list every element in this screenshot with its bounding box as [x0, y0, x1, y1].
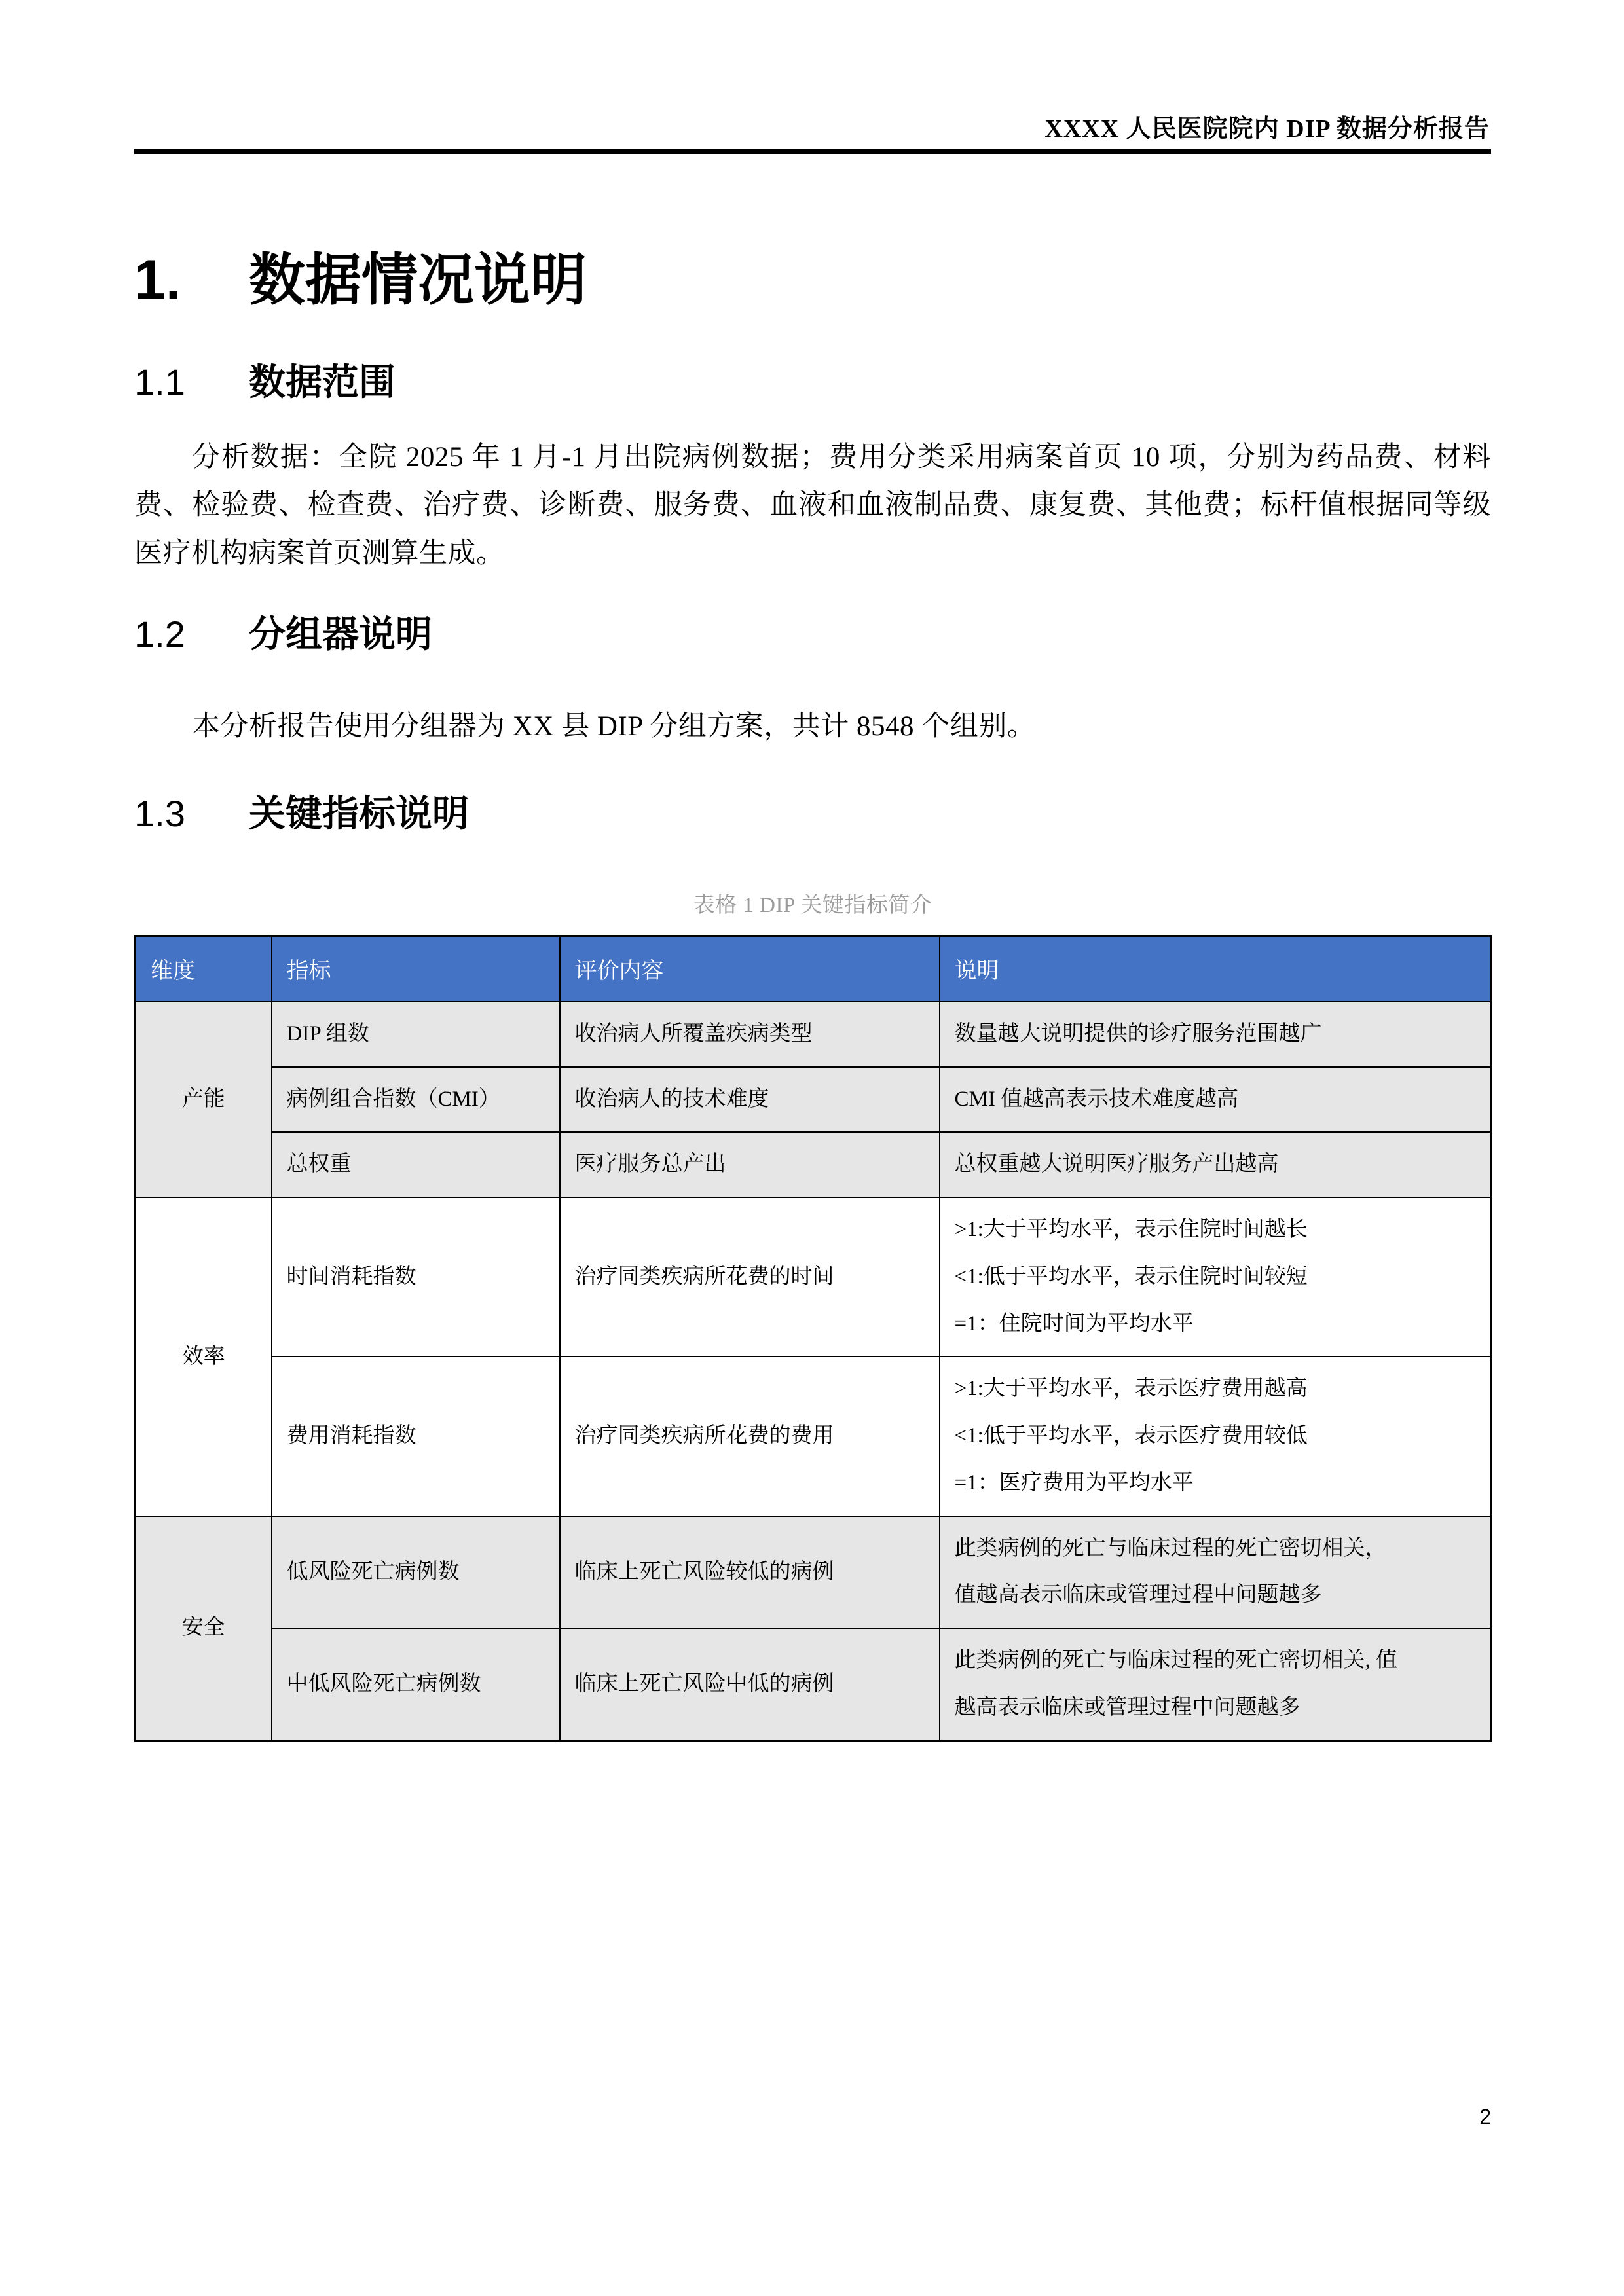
table-row: [136, 1628, 1491, 1741]
page-number: 2: [1479, 2105, 1491, 2128]
evaluation-cell: 临床上死亡风险较低的病例: [560, 1516, 940, 1629]
description-cell: [940, 1628, 1491, 1741]
table-row: [136, 1002, 1491, 1067]
dimension-cell-efficiency: 效率: [136, 1197, 272, 1516]
column-header-evaluation: 评价内容: [560, 936, 940, 1002]
table-row: [136, 1067, 1491, 1133]
indicator-cell: 总权重: [272, 1132, 560, 1197]
section-1-title: 数据情况说明: [249, 249, 587, 312]
section-1-3-title: 关键指标说明: [249, 792, 469, 834]
description-cell: [940, 1357, 1491, 1516]
table-header-row: [136, 936, 1491, 1002]
description-line: 总权重越大说明医疗服务产出越高: [954, 1152, 1279, 1176]
description-cell: [940, 1197, 1491, 1357]
table-row: [136, 1132, 1491, 1197]
section-1-3-number: 1.3: [134, 792, 185, 834]
data-scope-paragraph: 分析数据：全院 2025 年 1 月-1 月出院病例数据；费用分类采用病案首页 10 项，分别为药品费、材料费、检验费、检查费、治疗费、诊断费、服务费、血液和血液制品费、康复费、其他费；标杆值根据同等级医疗机构病案首页测算生成。: [134, 441, 1491, 570]
description-cell: [940, 1132, 1491, 1197]
evaluation-cell: 治疗同类疾病所花费的费用: [560, 1357, 940, 1516]
table-row: [136, 1197, 1491, 1357]
description-line: 此类病例的死亡与临床过程的死亡密切相关，: [954, 1536, 1387, 1560]
table-row: [136, 1516, 1491, 1629]
column-header-indicator: 指标: [272, 936, 560, 1002]
column-header-description: 说明: [940, 936, 1491, 1002]
indicator-cell: 病例组合指数（CMI）: [272, 1067, 560, 1133]
header-divider-rule: [134, 149, 1491, 154]
indicator-cell: 低风险死亡病例数: [272, 1516, 560, 1629]
description-line: 值越高表示临床或管理过程中问题越多: [954, 1583, 1322, 1607]
description-line: <1:低于平均水平，表示医疗费用较低: [954, 1424, 1308, 1448]
evaluation-cell: 医疗服务总产出: [560, 1132, 940, 1197]
description-line: CMI 值越高表示技术难度越高: [954, 1087, 1239, 1111]
description-cell: [940, 1002, 1491, 1067]
description-line: >1:大于平均水平，表示住院时间越长: [954, 1218, 1308, 1242]
table-caption: 表格 1 DIP 关键指标简介: [693, 893, 932, 917]
description-line: >1:大于平均水平，表示医疗费用越高: [954, 1377, 1308, 1401]
description-line: 数量越大说明提供的诊疗服务范围越广: [954, 1021, 1322, 1046]
indicator-cell: DIP 组数: [272, 1002, 560, 1067]
column-header-dimension: 维度: [136, 936, 272, 1002]
description-cell: [940, 1067, 1491, 1133]
description-line: 此类病例的死亡与临床过程的死亡密切相关, 值: [954, 1649, 1397, 1673]
section-1-2-heading: [134, 612, 1491, 656]
description-line: =1：医疗费用为平均水平: [954, 1470, 1194, 1495]
section-1-number: 1.: [134, 249, 181, 312]
dimension-cell-safety: 安全: [136, 1516, 272, 1741]
section-1-heading: [134, 249, 1491, 312]
section-1-3-heading: [134, 792, 1491, 835]
indicator-cell: 中低风险死亡病例数: [272, 1628, 560, 1741]
table-header-row-group: [136, 936, 1491, 1002]
indicator-cell: 时间消耗指数: [272, 1197, 560, 1357]
table-row: [136, 1357, 1491, 1516]
evaluation-cell: 临床上死亡风险中低的病例: [560, 1628, 940, 1741]
section-1-1-title: 数据范围: [249, 361, 396, 403]
table-body: [136, 1002, 1491, 1741]
section-1-1-heading: [134, 360, 1491, 404]
section-1-1-number: 1.1: [134, 361, 185, 403]
section-1-2-number: 1.2: [134, 613, 185, 655]
section-1-2-title: 分组器说明: [249, 613, 432, 655]
indicator-cell: 费用消耗指数: [272, 1357, 560, 1516]
description-line: 越高表示临床或管理过程中问题越多: [954, 1695, 1301, 1719]
evaluation-cell: 收治病人所覆盖疾病类型: [560, 1002, 940, 1067]
page-header: [134, 115, 1490, 145]
header-title: XXXX 人民医院院内 DIP 数据分析报告: [1044, 115, 1490, 143]
evaluation-cell: 收治病人的技术难度: [560, 1067, 940, 1133]
description-line: =1：住院时间为平均水平: [954, 1311, 1194, 1336]
key-indicators-table: [134, 935, 1492, 1742]
grouper-paragraph: 本分析报告使用分组器为 XX 县 DIP 分组方案，共计 8548 个组别。: [192, 710, 1036, 742]
evaluation-cell: 治疗同类疾病所花费的时间: [560, 1197, 940, 1357]
document-content: [134, 249, 1491, 1742]
description-line: <1:低于平均水平，表示住院时间较短: [954, 1264, 1308, 1288]
dimension-cell-capacity: 产能: [136, 1002, 272, 1197]
description-cell: [940, 1516, 1491, 1629]
